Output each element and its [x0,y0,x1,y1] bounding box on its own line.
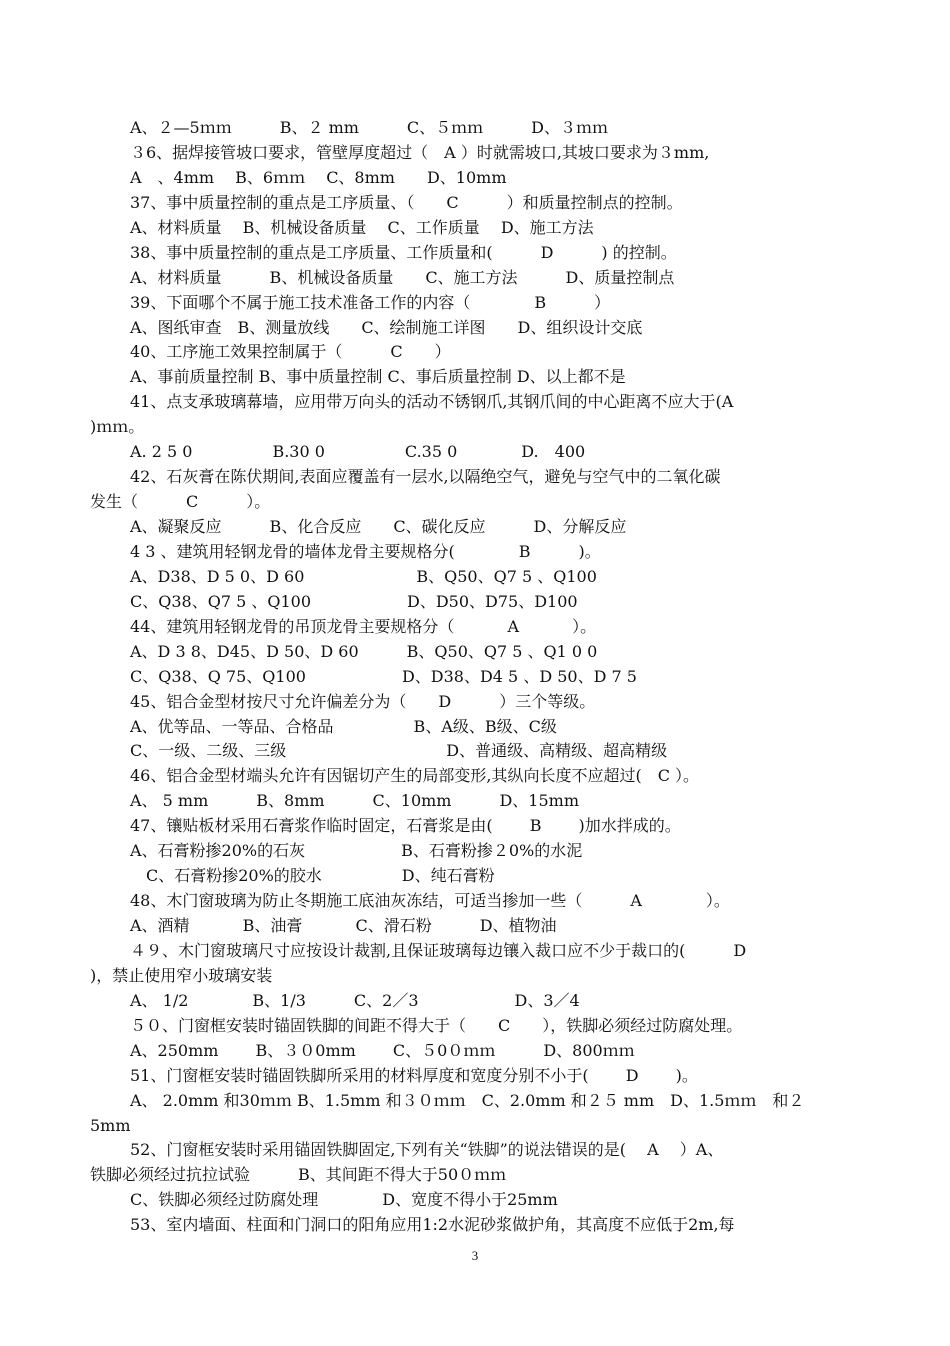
text-line: A、材料质量 B、机械设备质量 C、工作质量 D、施工方法 [130,217,594,237]
text-line: C、石膏粉掺20%的胶水 D、纯石膏粉 [130,866,495,886]
text-line: A、凝聚反应 B、化合反应 C、碳化反应 D、分解反应 [130,517,627,536]
text-line: 47、镶贴板材采用石膏浆作临时固定，石膏浆是由( B )加水拌成的。 [130,816,681,836]
text-line: A、 2.0mm 和30ｍｍ B、1.5mm 和３０ｍｍ C、2.0mm 和２５ mm D、1.5ｍｍ 和２ [130,1090,805,1110]
text-line: ４９、木门窗玻璃尺寸应按设计裁割,且保证玻璃每边镶入裁口应不少于裁口的( D [130,940,747,960]
text-line: 46、铝合金型材端头允许有因锯切产生的局部变形,其纵向长度不应超过( C ）。 [130,766,700,786]
text-line: A、D 3 8、D45、D 50、D 60 B、Q50、Q7 5 、Q1 0 0 [130,641,598,661]
page-number: 3 [471,1248,479,1263]
text-line: )，禁止使用窄小玻璃安装 [90,965,273,985]
text-line: 48、木门窗玻璃为防止冬期施工底油灰冻结，可适当掺加一些（ A ）。 [130,891,730,911]
text-line: A 、4mm B、6ｍｍ C、8mm D、10mm [130,167,507,187]
text-line: A、250mm B、３０0mm C、５0０ｍｍ D、800ｍｍ [130,1040,635,1060]
text-line: C、一级、二级、三级 D、普通级、高精级、超高精级 [130,741,668,761]
text-line: 45、铝合金型材按尺寸允许偏差分为（ D ）三个等级。 [130,691,596,711]
text-line: A、D38、D 5 0、D 60 B、Q50、Q7 5 、Q100 [130,566,597,586]
text-line: A、２—5ｍｍ B、２ mm C、５ｍｍ D、３ｍｍ [130,118,608,137]
text-line: A. 2 5 0 B.30 0 C.35 0 D. 400 [130,442,586,462]
text-line: 5mm [90,1115,131,1135]
text-line: 4 3 、建筑用轻钢龙骨的墙体龙骨主要规格分( B )。 [130,541,601,561]
text-line: A、材料质量 B、机械设备质量 C、施工方法 D、质量控制点 [130,267,675,287]
text-line: 37、事中质量控制的重点是工序质量、（ C ）和质量控制点的控制。 [130,192,683,212]
text-line: A、 5 mm B、8mm C、10mm D、15mm [130,791,580,811]
text-line: A、事前质量控制 B、事中质量控制 C、事后质量控制 D、以上都不是 [130,367,626,387]
text-line: 40、工序施工效果控制属于（ C ） [130,342,451,362]
text-line: 铁脚必须经过抗拉试验 B、其间距不得大于50０ｍｍ [90,1165,507,1185]
text-line: C、铁脚必须经过防腐处理 D、宽度不得小于25mm [130,1190,558,1210]
text-line: 发生（ C ）。 [90,492,271,512]
text-line: 39、下面哪个不属于施工技术准备工作的内容（ B ） [130,292,611,312]
text-line: 51、门窗框安装时锚固铁脚所采用的材料厚度和宽度分别不小于( D )。 [130,1065,698,1085]
text-line: ５０、门窗框安装时锚固铁脚的间距不得大于（ C ），铁脚必须经过防腐处理。 [130,1015,743,1035]
text-line: A、酒精 B、油膏 C、滑石粉 D、植物油 [130,916,557,935]
text-line: C、Q38、Q 75、Q100 D、D38、D4 5 、D 50、D 7 5 [130,666,637,686]
text-line: 41、点支承玻璃幕墙，应用带万向头的活动不锈钢爪,其钢爪间的中心距离不应大于(A [130,392,734,412]
text-line: 44、建筑用轻钢龙骨的吊顶龙骨主要规格分（ A ）。 [130,616,597,636]
text-line: 52、门窗框安装时采用锚固铁脚固定,下列有关“铁脚”的说法错误的是( A ）A、 [130,1140,724,1160]
text-line: A、 1/2 B、1/3 C、2／3 D、3／4 [130,990,580,1010]
question-text-block [0,116,950,1238]
text-line: A、石膏粉掺20%的石灰 B、石膏粉掺２0%的水泥 [130,841,583,861]
text-line: ３6、据焊接管坡口要求，管壁厚度超过（ A ）时就需坡口,其坡口要求为３mm, [130,142,710,162]
text-line: C、Q38、Q7 5 、Q100 D、D50、D75、D100 [130,591,578,611]
text-line: 53、室内墙面、柱面和门洞口的阳角应用1:2水泥砂浆做护角，其高度不应低于2m,每 [130,1215,735,1235]
text-line: 42、石灰膏在陈伏期间,表面应覆盖有一层水,以隔绝空气，避免与空气中的二氧化碳 [130,467,721,487]
text-line: A、图纸审查 B、测量放线 C、绘制施工详图 D、组织设计交底 [130,317,643,337]
text-line: 38、事中质量控制的重点是工序质量、工作质量和( D ) 的控制。 [130,242,677,262]
text-line: )ｍｍ。 [90,417,145,437]
text-line: A、优等品、一等品、合格品 B、A级、B级、C级 [130,716,557,736]
